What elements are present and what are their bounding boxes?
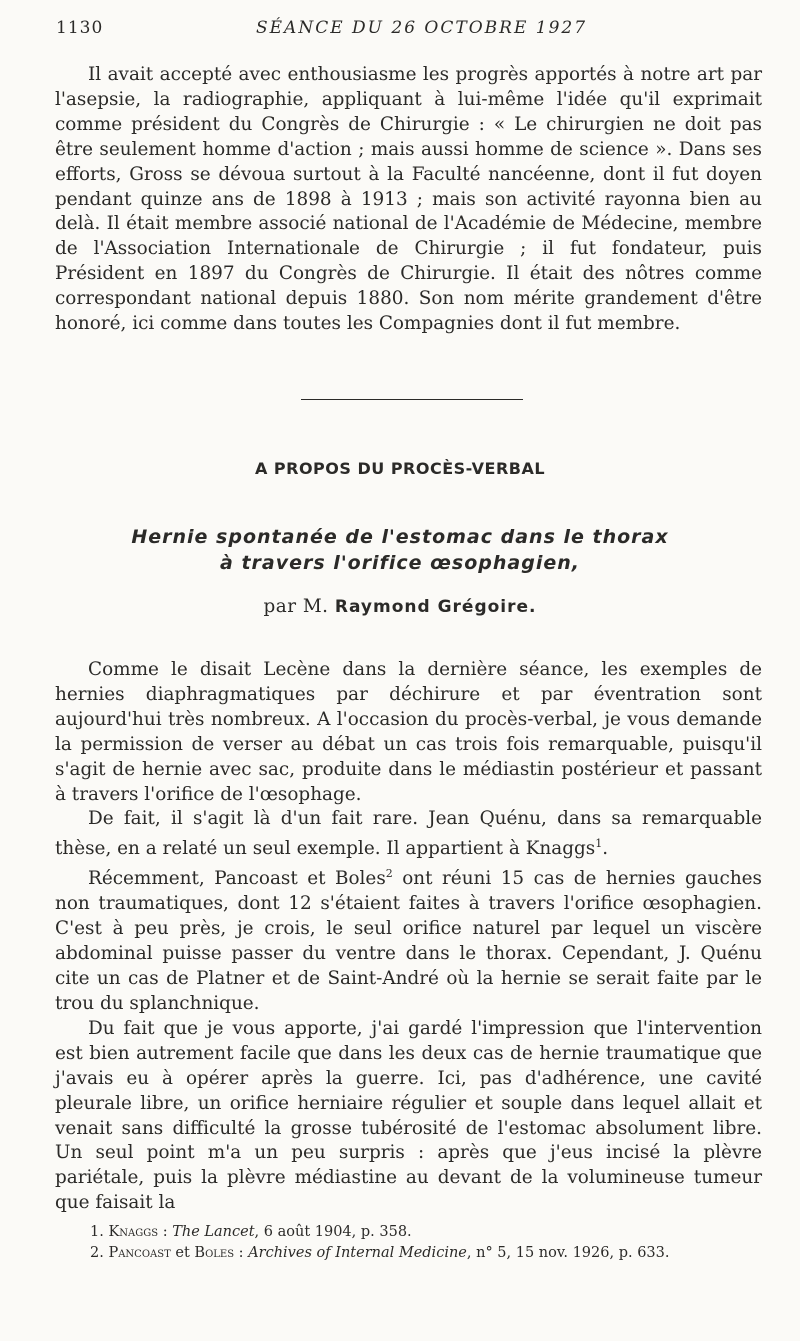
author-name: Raymond Grégoire.: [334, 597, 537, 617]
body-paragraph-4: Du fait que je vous apporte, j'ai gardé l'impression que l'intervention est bien autrement facile que dans les deux cas de hernie traumatique que j'avais eu à opérer après la guerre. Ici, pas d'adhérence, une cavité pleurale libre, un orifice herniaire régulier et souple dans lequel allait et venait sans difficulté la grosse tubérosité de l'estomac absolument libre. Un seul point m'a un peu surpris : après que j'eus incisé la plèvre pariétale, puis la plèvre médiastine au devant de la volumineuse tumeur que faisait la: [55, 1017, 762, 1214]
body-paragraph-3-rest: ont réuni 15 cas de hernies gauches non traumatiques, dont 12 s'étaient faites à travers l'orifice œsophagien. C'est à peu près, je crois, le seul orifice naturel par lequel un viscère abdominal puisse passer du ventre dans le thorax. Cependant, J. Quénu cite un cas de Platner et de Saint-André où la hernie se serait faite par le trou du splanchnique.: [55, 868, 762, 1015]
obituary-paragraph: Il avait accepté avec enthousiasme les progrès apportés à notre art par l'asepsie, la radiographie, appliquant à lui-même l'idée qu'il exprimait comme président du Congrès de Chirurgie : « Le chirurgien ne doit pas être seulement homme d'action ; mais aussi homme de science ». Dans ses efforts, Gross se dévoua surtout à la Faculté nancéenne, dont il fut doyen pendant quinze ans de 1898 à 1913 ; mais son activité rayonna bien au delà. Il était membre associé national de l'Académie de Médecine, membre de l'Association Internationale de Chirurgie ; il fut fondateur, puis Président en 1897 du Congrès de Chirurgie. Il était des nôtres comme correspondant national depuis 1880. Son nom mérite grandement d'être honoré, ici comme dans toutes les Compagnies dont il fut membre.: [55, 64, 762, 335]
section-heading: A PROPOS DU PROCÈS-VERBAL: [254, 459, 546, 478]
body-paragraph-3: [55, 862, 762, 1017]
footnote-ref-1[interactable]: 1: [595, 837, 603, 851]
footnote-1-journal: The Lancet: [172, 1224, 255, 1240]
author-line: [0, 596, 800, 617]
footnote-2-author-2: Boles: [194, 1245, 235, 1261]
footnote-2-separator: :: [234, 1245, 249, 1261]
running-title: SÉANCE DU 26 OCTOBRE 1927: [256, 18, 588, 38]
footnote-1-separator: :: [158, 1224, 173, 1240]
running-head: [56, 18, 760, 42]
footnote-1: [90, 1222, 770, 1243]
article-body: [55, 658, 762, 1216]
footnotes: [90, 1222, 770, 1264]
footnote-2-journal: Archives of Internal Medicine: [248, 1245, 467, 1261]
article-title: [0, 524, 800, 576]
obituary-text-block: [55, 63, 762, 337]
footnote-1-author: Knaggs: [108, 1224, 159, 1240]
body-paragraph-3-start: Récemment, Pancoast et Boles: [88, 868, 386, 890]
body-paragraph-2: [55, 807, 762, 862]
footnote-1-details: , 6 août 1904, p. 358.: [254, 1224, 412, 1240]
footnote-2-and: et: [170, 1245, 195, 1261]
footnote-2: [90, 1243, 770, 1264]
body-paragraph-1: Comme le disait Lecène dans la dernière séance, les exemples de hernies diaphragmatiques par déchirure et par éventration sont aujourd'hui très nombreux. A l'occasion du procès-verbal, je vous demande la permission de verser au débat un cas trois fois remarquable, puisqu'il s'agit de hernie avec sac, produite dans le médiastin postérieur et passant à travers l'orifice de l'œsophage.: [55, 659, 762, 805]
body-paragraph-2-end: .: [602, 838, 609, 860]
footnote-2-details: , n° 5, 15 nov. 1926, p. 633.: [466, 1245, 670, 1261]
author-prefix: par M.: [263, 596, 329, 617]
section-divider: [301, 399, 523, 400]
footnote-1-number: 1.: [90, 1224, 104, 1240]
article-title-line-1: Hernie spontanée de l'estomac dans le thorax: [131, 526, 669, 548]
body-paragraph-2-text: De fait, il s'agit là d'un fait rare. Jean Quénu, dans sa remarquable thèse, en a relaté un seul exemple. Il appartient à Knaggs: [55, 808, 762, 860]
footnote-2-number: 2.: [90, 1245, 104, 1261]
footnote-ref-2[interactable]: 2: [385, 867, 393, 881]
article-title-line-2: à travers l'orifice œsophagien,: [220, 552, 580, 574]
page-number: 1130: [56, 18, 104, 38]
footnote-2-author-1: Pancoast: [108, 1245, 171, 1261]
